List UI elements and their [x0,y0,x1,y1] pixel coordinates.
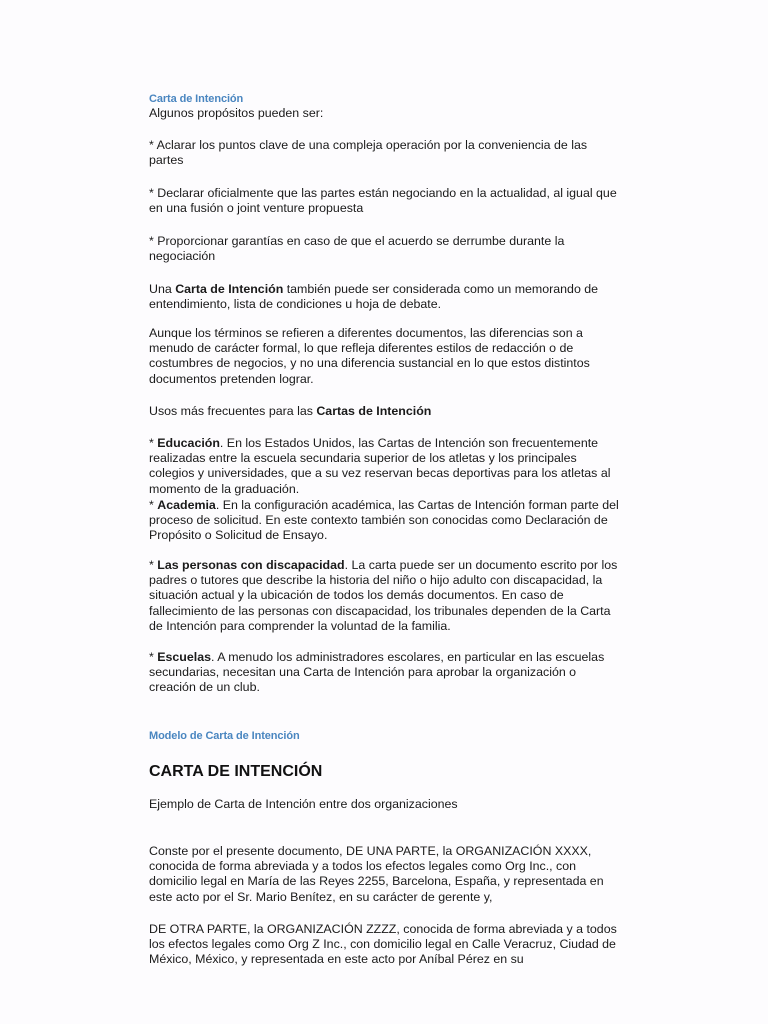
letter-subtitle: Ejemplo de Carta de Intención entre dos organizaciones [149,797,458,811]
memo-bold-term: Carta de Intención [175,282,284,296]
uses-heading: Usos más frecuentes para las Cartas de Intención [149,404,432,418]
section-heading-modelo: Modelo de Carta de Intención [149,730,300,742]
section-heading-carta: Carta de Intención [149,93,244,105]
intro-text: Algunos propósitos pueden ser: [149,106,324,120]
purpose-bullet-3: * Proporcionar garantías en caso de que el acuerdo se derrumbe durante la negociación [149,234,565,264]
use-item-escuelas: * Escuelas. A menudo los administradores escolares, en particular en las escuelas secundarias, necesitan una Carta de Intención para aprobar la organización o creación de un club. [149,650,605,695]
use-item-academia: * Academia. En la configuración académica, las Cartas de Intención forman parte del proceso de solicitud. En este contexto también son conocidas como Declaración de Propósito o Solicitud de Ensayo. [149,498,619,543]
memo-paragraph: Una Carta de Intención también puede ser considerada como un memorando de entendimiento, lista de condiciones u hoja de debate. [149,282,599,312]
use-item-discapacidad: * Las personas con discapacidad. La carta puede ser un documento escrito por los padres o tutores que describe la historia del niño o hijo adulto con discapacidad, la situación actual y la ubicación de todos los demás documentos. En caso de fallecimiento de las personas con discapacidad, los tribunales dependen de la Carta de Intención para comprender la voluntad de la familia. [149,558,618,633]
party-two-paragraph: DE OTRA PARTE, la ORGANIZACIÓN ZZZZ, conocida de forma abreviada y a todos los efectos legales como Org Z Inc., con domicilio legal en Calle Veracruz, Ciudad de México, México, y representada en este acto por Aníbal Pérez en su [149,922,617,967]
terms-paragraph: Aunque los términos se refieren a diferentes documentos, las diferencias son a menudo de carácter formal, lo que refleja diferentes estilos de redacción o de costumbres de negocios, y no una diferencia sustancial en lo que estos distintos documentos pretenden lograr. [149,326,590,386]
use-item-educacion: * Educación. En los Estados Unidos, las Cartas de Intención son frecuentemente realizadas entre la escuela secundaria superior de los atletas y los principales colegios y universidades, que a su vez reservan becas deportivas para los atletas al momento de la graduación. [149,436,611,496]
letter-title: CARTA DE INTENCIÓN [149,763,323,780]
purpose-bullet-1: * Aclarar los puntos clave de una compleja operación por la conveniencia de las partes [149,138,588,168]
party-one-paragraph: Conste por el presente documento, DE UNA PARTE, la ORGANIZACIÓN XXXX, conocida de forma abreviada y a todos los efectos legales como Org Inc., con domicilio legal en María de las Reyes 2255, Barcelona, España, y representada en este acto por el Sr. Mario Benítez, en su carácter de gerente y, [149,844,604,904]
purpose-bullet-2: * Declarar oficialmente que las partes están negociando en la actualidad, al igual que en una fusión o joint venture propuesta [149,186,617,216]
